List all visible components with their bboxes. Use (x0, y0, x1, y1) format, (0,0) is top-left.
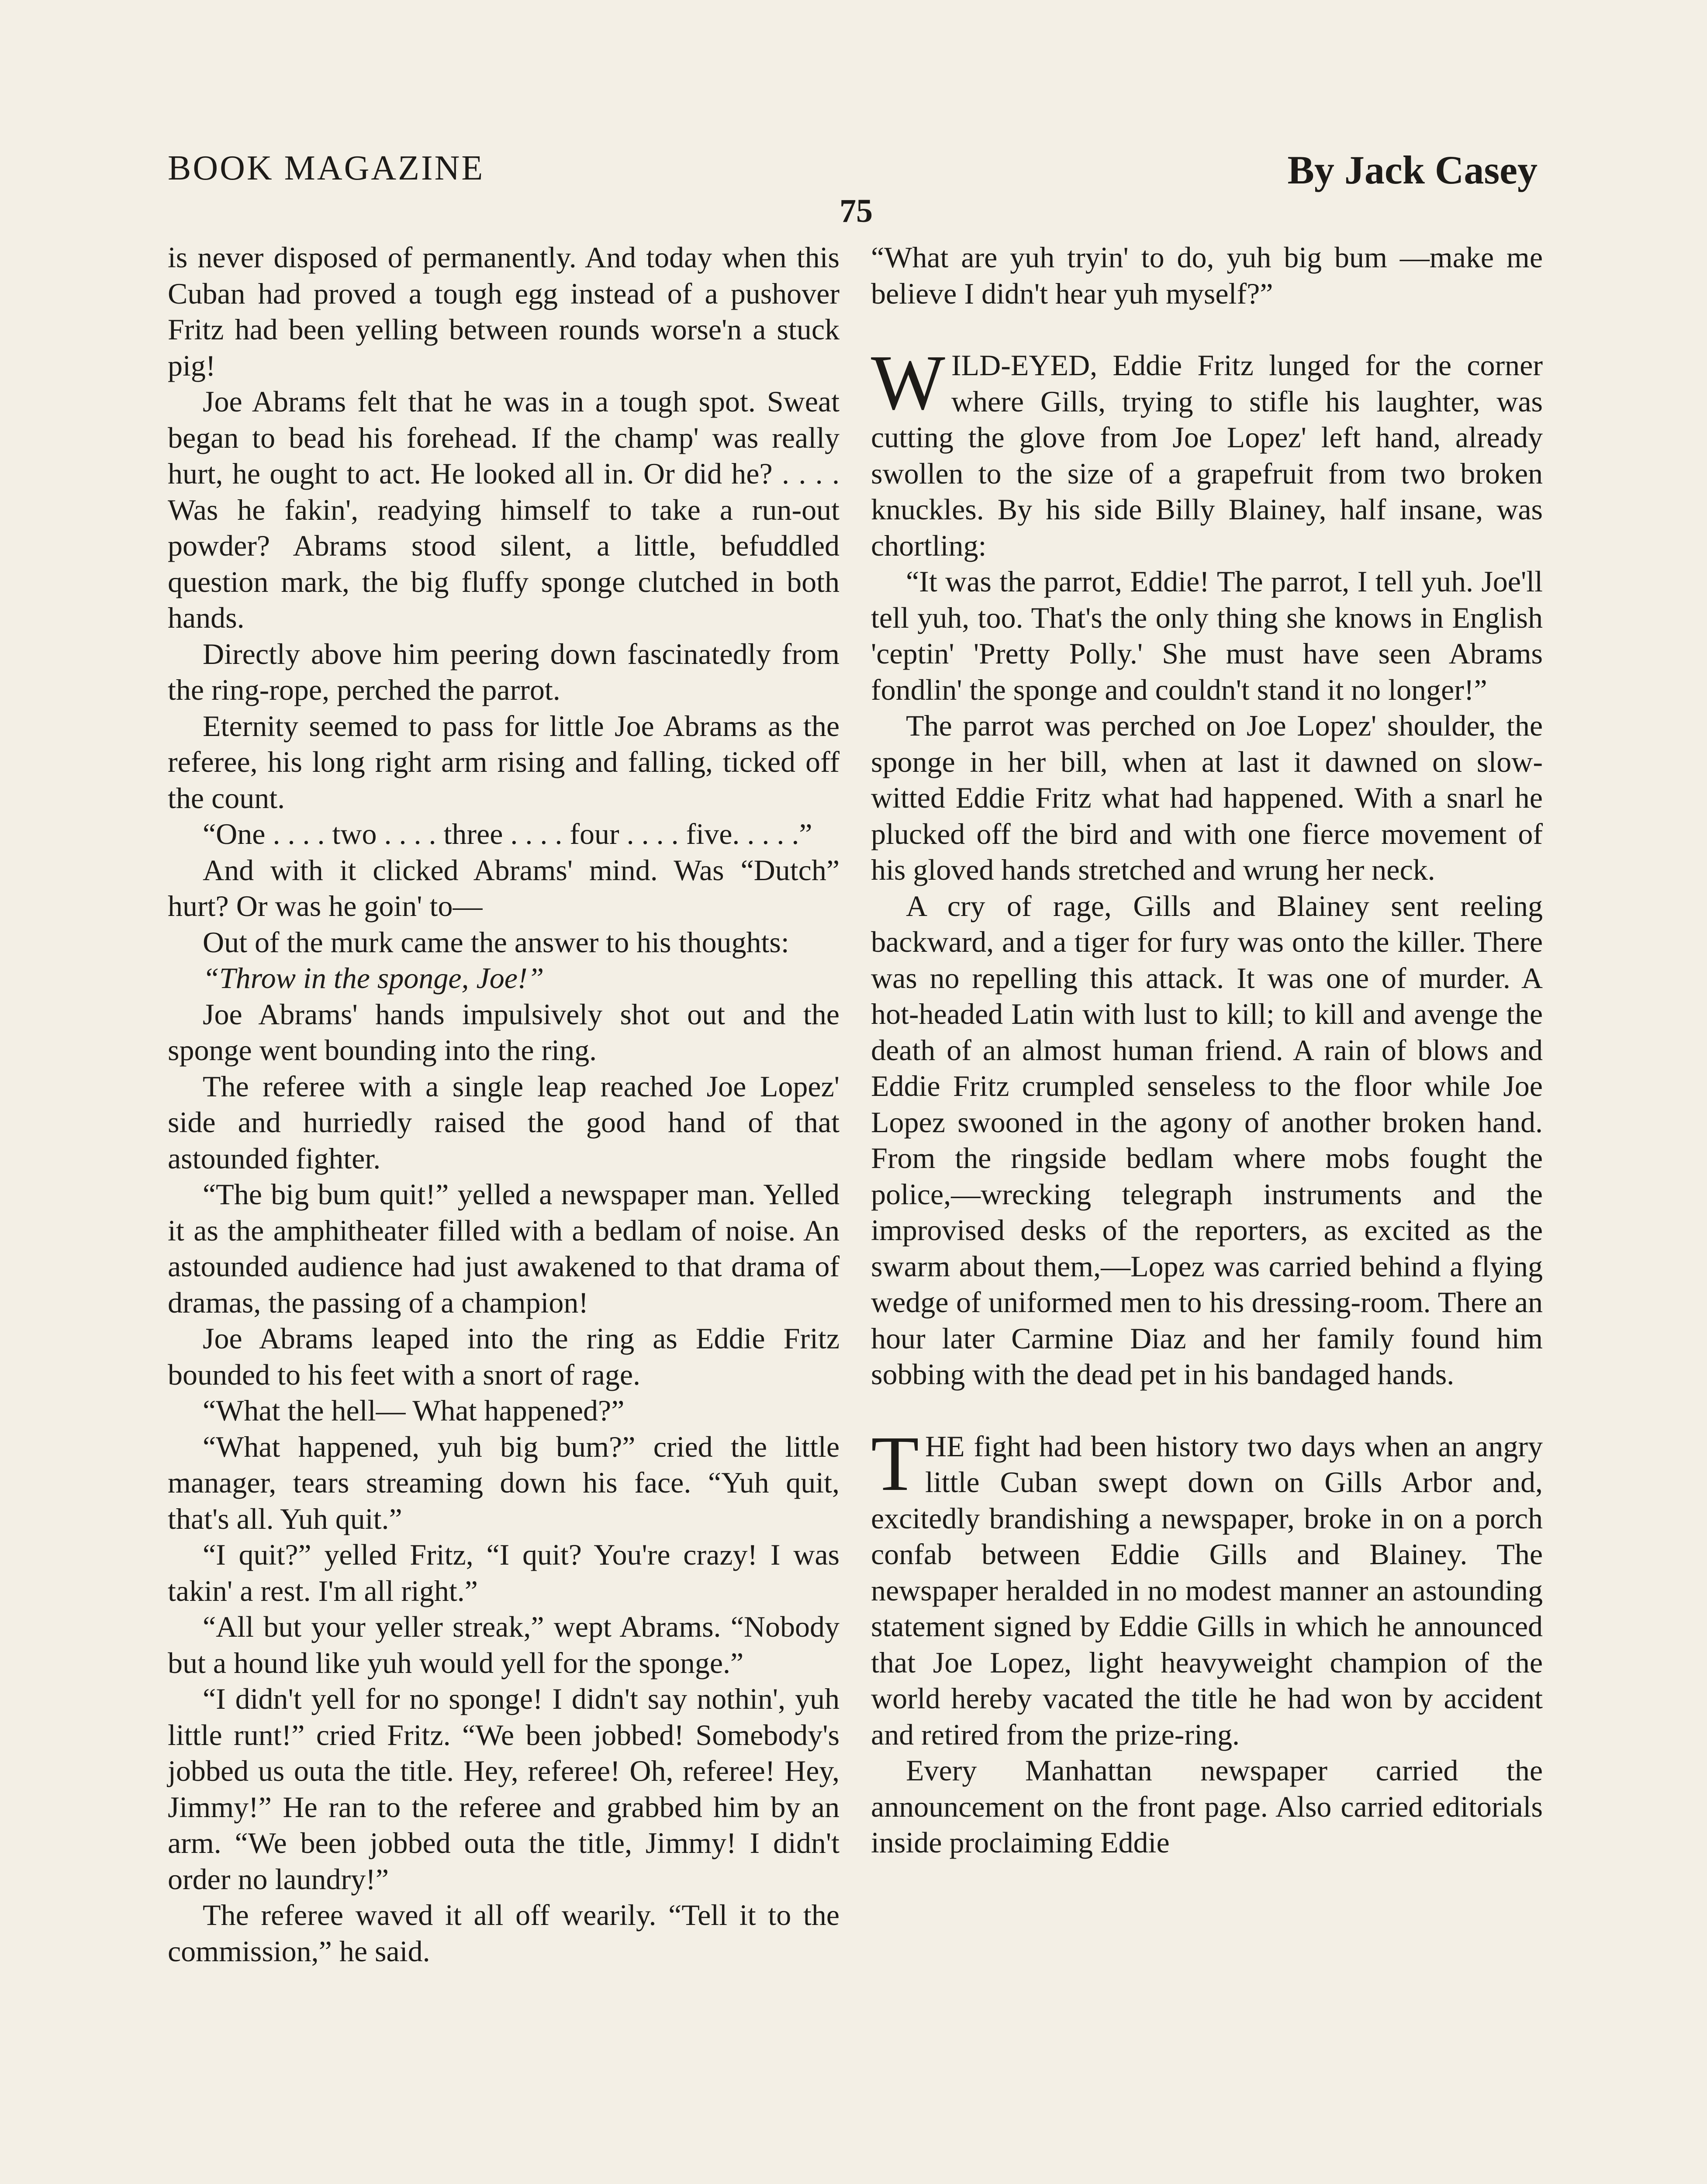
author-byline: By Jack Casey (1287, 148, 1538, 192)
paragraph: “One . . . . two . . . . three . . . . four . . . . five. . . . .” (203, 817, 812, 850)
left-column (168, 239, 840, 1969)
paragraph: “What the hell— What happened?” (203, 1394, 625, 1427)
paragraph: Joe Abrams leaped into the ring as Eddie Fritz bounded to his feet with a snort of rage. (168, 1322, 840, 1391)
drop-cap: T (871, 1420, 919, 1507)
page-number: 75 (840, 193, 873, 229)
paragraph-text: HE fight had been history two days when an angry little Cuban swept down on Gills Arbor and, excitedly brandishing a newspaper, broke in on a porch confab between Eddie Gills and Blainey. The newspaper heralded in no modest manner an astounding statement signed by Eddie Gills in which he announced that Joe Lopez, light heavyweight champion of the world hereby vacated the title he had won by accident and retired from the prize-ring. (871, 1429, 1543, 1751)
paragraph: is never disposed of permanently. And today when this Cuban had proved a tough egg instead of a pushover Fritz had been yelling between rounds worse'n a stuck pig! (168, 241, 840, 382)
paragraph: “The big bum quit!” yelled a newspaper man. Yelled it as the amphitheater filled with a bedlam of noise. An astounded audience had just awakened to that drama of dramas, the passing of a champion! (168, 1178, 840, 1319)
magazine-title: BOOK MAGAZINE (168, 149, 485, 187)
paragraph: “It was the parrot, Eddie! The parrot, I tell yuh. Joe'll tell yuh, too. That's the only thing she knows in English 'ceptin' 'Pretty Polly.' She must have seen Abrams fondlin' the sponge and couldn't stand it no longer!” (871, 565, 1543, 706)
section-opening-paragraph (871, 339, 1543, 563)
paragraph: The parrot was perched on Joe Lopez' shoulder, the sponge in her bill, when at last it dawned on slow-witted Eddie Fritz what had happened. With a snarl he plucked off the bird and with one fierce movement of his gloved hands stretched and wrung her neck. (871, 709, 1543, 886)
paragraph: “I quit?” yelled Fritz, “I quit? You're crazy! I was takin' a rest. I'm all right.” (168, 1538, 840, 1607)
paragraph: Eternity seemed to pass for little Joe Abrams as the referee, his long right arm rising and falling, ticked off the count. (168, 709, 840, 815)
paragraph: Out of the murk came the answer to his thoughts: (203, 925, 789, 959)
paragraph: A cry of rage, Gills and Blainey sent reeling backward, and a tiger for fury was onto the killer. There was no repelling this attack. It was one of murder. A hot-headed Latin with lust to kill; to kill and avenge the death of an almost human friend. A rain of blows and Eddie Fritz crumpled senseless to the floor while Joe Lopez swooned in the agony of another broken hand. From the ringside bedlam where mobs fought the police,—wrecking telegraph instruments and the improvised desks of the reporters, as excited as the swarm about them,—Lopez was carried behind a flying wedge of uniformed men to his dressing-room. There an hour later Carmine Diaz and her family found him sobbing with the dead pet in his bandaged hands. (871, 889, 1543, 1391)
drop-cap: W (871, 339, 945, 426)
paragraph: Joe Abrams' hands impulsively shot out and the sponge went bounding into the ring. (168, 997, 840, 1067)
paragraph: Directly above him peering down fascinatedly from the ring-rope, perched the parrot. (168, 637, 840, 706)
paragraph: The referee waved it all off wearily. “Tell it to the commission,” he said. (168, 1898, 840, 1968)
paragraph: And with it clicked Abrams' mind. Was “Dutch” hurt? Or was he goin' to— (168, 853, 840, 923)
paragraph-text: ILD-EYED, Eddie Fritz lunged for the corner where Gills, trying to stifle his laughter, was cutting the glove from Joe Lopez' left hand, already swollen to the size of a grapefruit from two broken knuckles. By his side Billy Blainey, half insane, was chortling: (871, 349, 1543, 562)
paragraph: Every Manhattan newspaper carried the announcement on the front page. Also carried editorials inside proclaiming Eddie (871, 1754, 1543, 1859)
right-column (871, 239, 1543, 1861)
paragraph: The referee with a single leap reached Joe Lopez' side and hurriedly raised the good hand of that astounded fighter. (168, 1069, 840, 1175)
section-opening-paragraph (871, 1420, 1543, 1753)
paragraph: Joe Abrams felt that he was in a tough spot. Sweat began to bead his forehead. If the champ' was really hurt, he ought to act. He looked all in. Or did he? . . . . Was he fakin', readying himself to take a run-out powder? Abrams stood silent, a little, befuddled question mark, the big fluffy sponge clutched in both hands. (168, 385, 840, 634)
paragraph: “What are yuh tryin' to do, yuh big bum —make me believe I didn't hear yuh myself?” (871, 241, 1543, 310)
paragraph: “All but your yeller streak,” wept Abrams. “Nobody but a hound like yuh would yell for the sponge.” (168, 1610, 840, 1679)
paragraph: “I didn't yell for no sponge! I didn't say nothin', yuh little runt!” cried Fritz. “We been jobbed! Somebody's jobbed us outa the title. Hey, referee! Oh, referee! Hey, Jimmy!” He ran to the referee and grabbed him by an arm. “We been jobbed outa the title, Jimmy! I didn't order no laundry!” (168, 1682, 840, 1896)
paragraph: “What happened, yuh big bum?” cried the little manager, tears streaming down his face. “Yuh quit, that's all. Yuh quit.” (168, 1430, 840, 1535)
paragraph: “Throw in the sponge, Joe!” (203, 961, 544, 995)
